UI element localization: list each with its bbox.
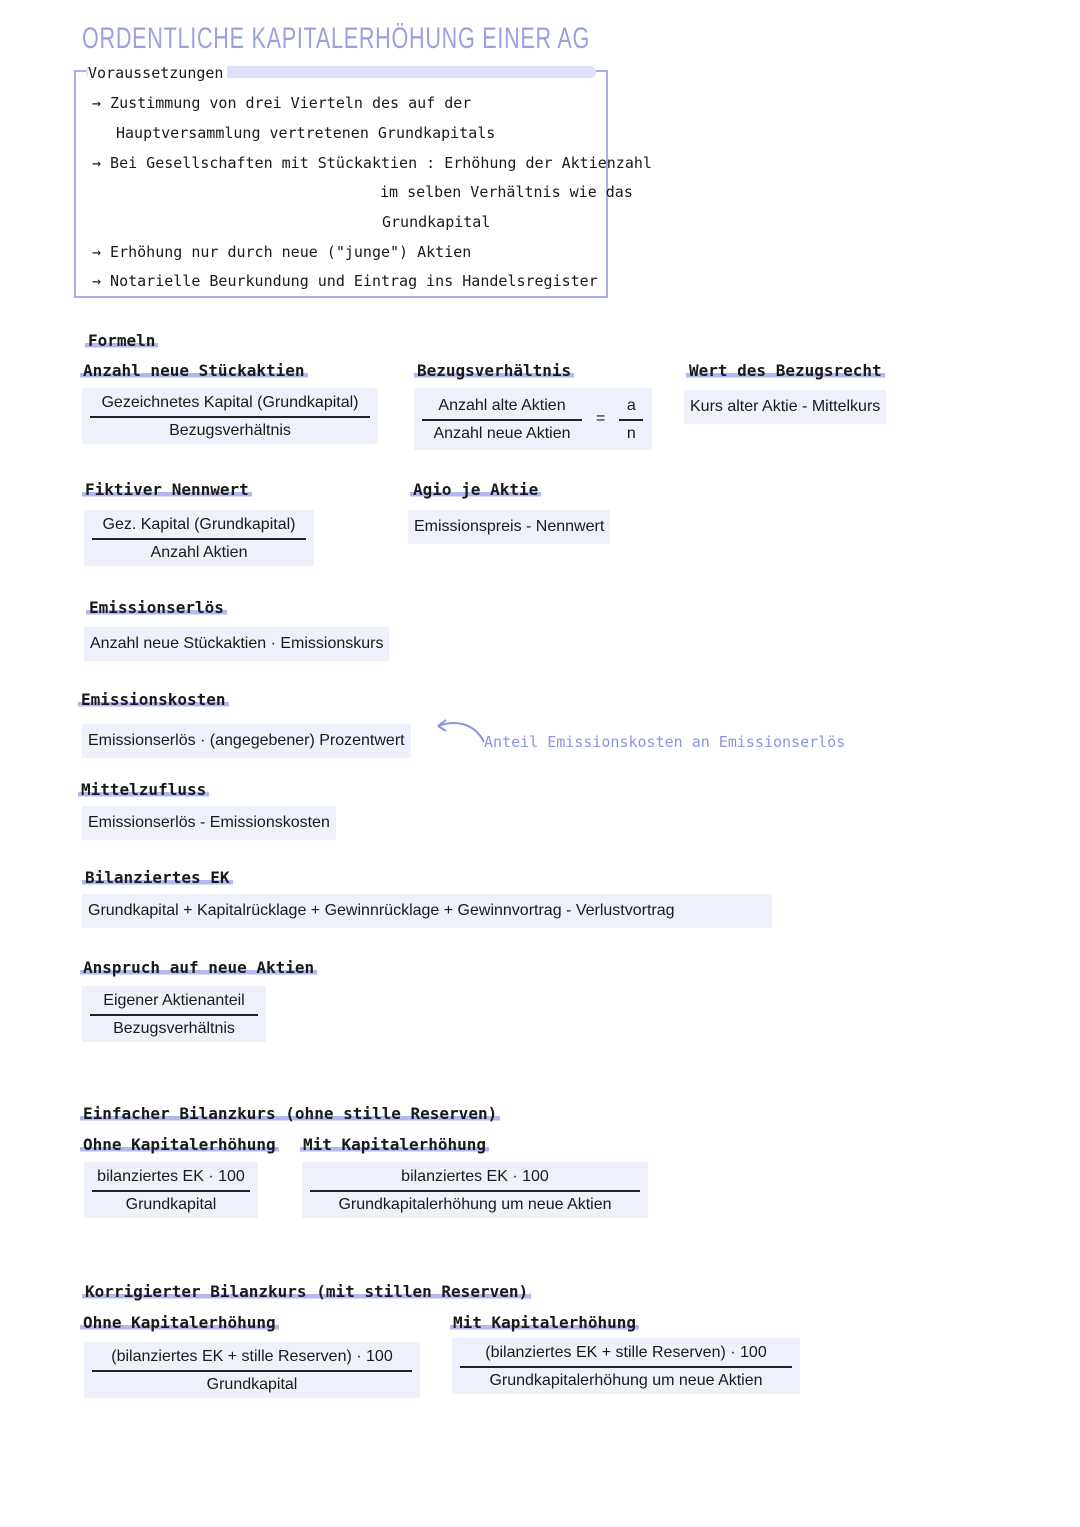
zufluss-label: Mittelzufluss bbox=[78, 780, 209, 799]
bezug-label: Bezugsverhältnis bbox=[414, 361, 574, 380]
denominator: Grundkapitalerhöhung um neue Aktien bbox=[338, 1196, 612, 1213]
numerator: Eigener Aktienanteil bbox=[90, 990, 258, 1016]
list-item: Hauptversammlung vertretenen Grundkapitals bbox=[116, 124, 496, 142]
formeln-heading: Formeln bbox=[85, 331, 158, 350]
ek-label: Bilanziertes EK bbox=[82, 868, 233, 887]
wert-label: Wert des Bezugsrecht bbox=[686, 361, 885, 380]
einfach-ohne-label: Ohne Kapitalerhöhung bbox=[80, 1135, 279, 1154]
denominator: Bezugsverhältnis bbox=[169, 422, 291, 439]
voraussetzungen-heading: Voraussetzungen bbox=[88, 64, 227, 82]
list-item: → Bei Gesellschaften mit Stückaktien : Erhöhung der Aktienzahl bbox=[92, 154, 652, 172]
denominator: Bezugsverhältnis bbox=[113, 1020, 235, 1037]
list-item: → Erhöhung nur durch neue ("junge") Aktien bbox=[92, 243, 472, 261]
anspruch-label: Anspruch auf neue Aktien bbox=[80, 958, 317, 977]
einfach-heading: Einfacher Bilanzkurs (ohne stille Reserven) bbox=[80, 1104, 500, 1123]
erloes-label: Emissionserlös bbox=[86, 598, 227, 617]
denominator: Anzahl neue Aktien bbox=[433, 425, 571, 442]
numerator: Gezeichnetes Kapital (Grundkapital) bbox=[90, 392, 370, 418]
denominator: Anzahl Aktien bbox=[150, 544, 248, 561]
zufluss-formula: Emissionserlös - Emissionskosten bbox=[82, 806, 336, 840]
denominator: n bbox=[626, 425, 636, 442]
list-item: Grundkapital bbox=[382, 213, 491, 231]
einfach-mit-label: Mit Kapitalerhöhung bbox=[300, 1135, 489, 1154]
anzahl-formula bbox=[82, 388, 378, 444]
nennwert-formula bbox=[84, 510, 314, 566]
list-item: → Notarielle Beurkundung und Eintrag ins Handelsregister bbox=[92, 272, 598, 290]
kosten-label: Emissionskosten bbox=[78, 690, 229, 709]
equals: = bbox=[596, 410, 606, 427]
nennwert-label: Fiktiver Nennwert bbox=[82, 480, 252, 499]
korr-ohne-label: Ohne Kapitalerhöhung bbox=[80, 1313, 279, 1332]
numerator: (bilanziertes EK + stille Reserven) · 100 bbox=[92, 1346, 412, 1372]
bezug-formula bbox=[414, 388, 652, 450]
kosten-note: Anteil Emissionskosten an Emissionserlös bbox=[484, 733, 846, 751]
agio-formula: Emissionspreis - Nennwert bbox=[408, 510, 610, 544]
erloes-formula: Anzahl neue Stückaktien · Emissionskurs bbox=[84, 627, 389, 661]
denominator: Grundkapital bbox=[125, 1196, 217, 1213]
kosten-formula: Emissionserlös · (angegebener) Prozentwert bbox=[82, 724, 411, 758]
numerator: a bbox=[619, 395, 643, 421]
denominator: Grundkapitalerhöhung um neue Aktien bbox=[489, 1372, 763, 1389]
korr-mit-formula bbox=[452, 1338, 800, 1394]
arrow-icon bbox=[434, 716, 488, 744]
einfach-mit-formula bbox=[302, 1162, 648, 1218]
ek-formula: Grundkapital + Kapitalrücklage + Gewinnrücklage + Gewinnvortrag - Verlustvortrag bbox=[82, 894, 772, 928]
wert-formula: Kurs alter Aktie - Mittelkurs bbox=[684, 390, 886, 424]
numerator: bilanziertes EK · 100 bbox=[310, 1166, 640, 1192]
numerator: Gez. Kapital (Grundkapital) bbox=[92, 514, 306, 540]
list-item: → Zustimmung von drei Vierteln des auf der bbox=[92, 94, 472, 112]
einfach-ohne-formula bbox=[84, 1162, 258, 1218]
numerator: (bilanziertes EK + stille Reserven) · 100 bbox=[460, 1342, 792, 1368]
numerator: bilanziertes EK · 100 bbox=[92, 1166, 250, 1192]
anspruch-formula bbox=[82, 986, 266, 1042]
anzahl-label: Anzahl neue Stückaktien bbox=[80, 361, 308, 380]
korr-ohne-formula bbox=[84, 1342, 420, 1398]
korr-heading: Korrigierter Bilanzkurs (mit stillen Reserven) bbox=[82, 1282, 531, 1301]
korr-mit-label: Mit Kapitalerhöhung bbox=[450, 1313, 639, 1332]
agio-label: Agio je Aktie bbox=[410, 480, 541, 499]
denominator: Grundkapital bbox=[206, 1376, 298, 1393]
numerator: Anzahl alte Aktien bbox=[422, 395, 582, 421]
page-title: ORDENTLICHE KAPITALERHÖHUNG EINER AG bbox=[82, 22, 591, 55]
list-item: im selben Verhältnis wie das bbox=[380, 183, 633, 201]
